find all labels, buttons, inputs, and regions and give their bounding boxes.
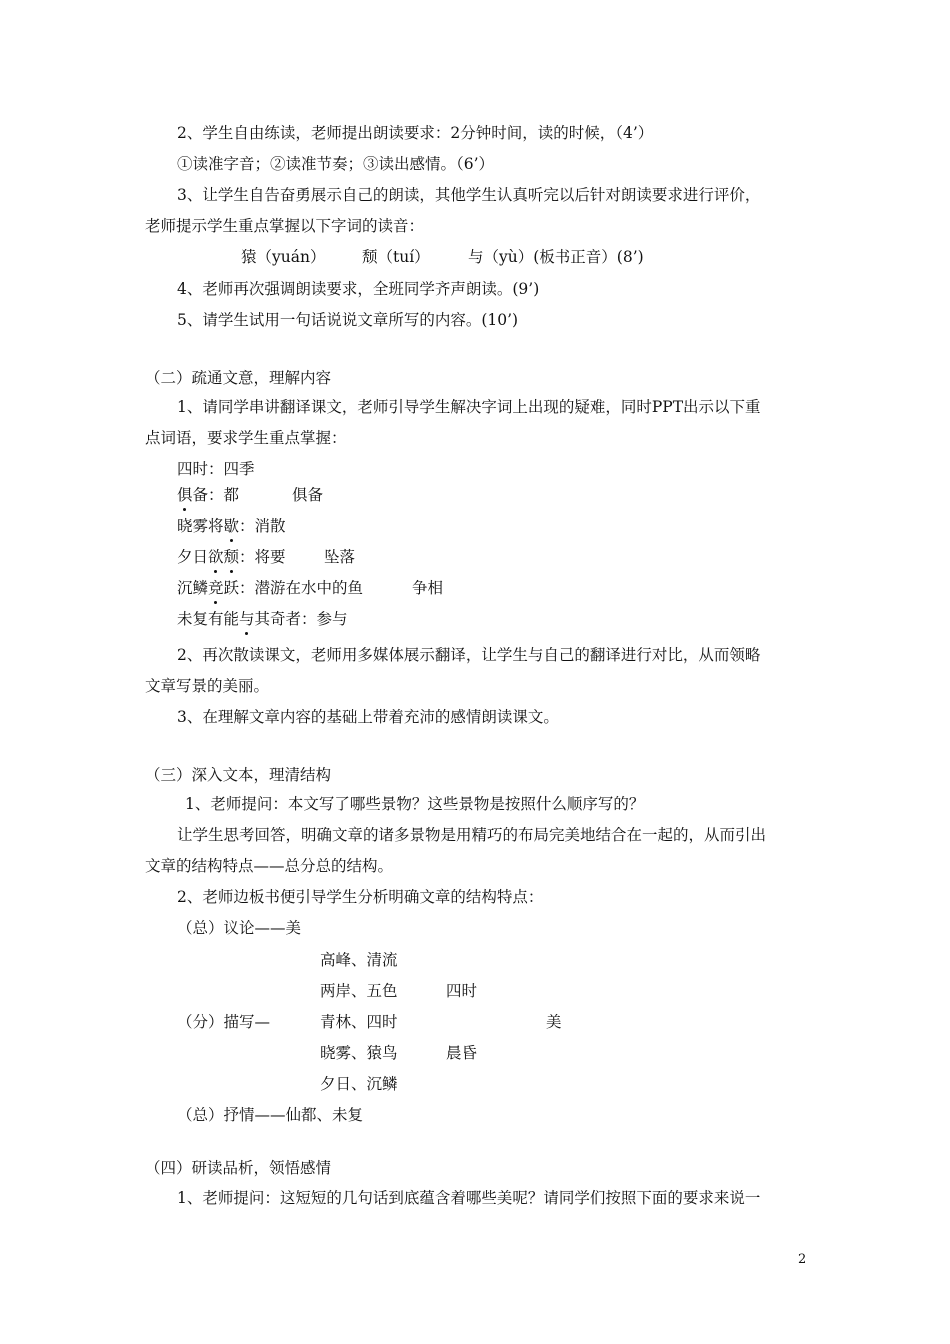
structure-line-4-label: （分）描写— <box>177 1013 271 1031</box>
paragraph-2a: 2、学生自由练读，老师提出朗读要求：2分钟时间，读的时候，（4’） <box>177 124 654 142</box>
structure-line-5: 晓雾、猿鸟 <box>320 1044 398 1062</box>
vocab-item-2: 俱备：都 <box>177 486 240 504</box>
paragraph-5: 5、请学生试用一句话说说文章所写的内容。(10’) <box>177 311 519 329</box>
page-number: 2 <box>798 1252 807 1267</box>
question-s3-1: 1、老师提问：本文写了哪些景物？这些景物是按照什么顺序写的？ <box>185 795 645 813</box>
structure-line-3-label: 四时 <box>446 982 478 1000</box>
section-4-heading: （四）研读品析，领悟感情 <box>145 1159 332 1177</box>
paragraph-s2-3: 3、在理解文章内容的基础上带着充沛的感情朗读课文。 <box>177 708 559 726</box>
answer-s3-1a: 让学生思考回答，明确文章的诸多景物是用精巧的布局完美地结合在一起的，从而引出 <box>177 826 767 844</box>
structure-line-3: 两岸、五色 <box>320 982 398 1000</box>
vocab-item-5-alt: 争相 <box>412 579 444 597</box>
paragraph-s2-1b: 点词语，要求学生重点掌握： <box>145 429 347 447</box>
pronunciation-3: 与（yù）(板书正音）(8’) <box>468 248 644 266</box>
emphasized-char: 歇 <box>223 517 240 535</box>
paragraph-s2-1a: 1、请同学串讲翻译课文，老师引导学生解决字词上出现的疑难，同时PPT出示以下重 <box>177 398 761 416</box>
question-s4-1: 1、老师提问：这短短的几句话到底蕴含着哪些美呢？请同学们按照下面的要求来说一 <box>177 1189 761 1207</box>
emphasized-char: 欲 <box>208 548 224 566</box>
emphasized-char: 竞 <box>208 579 224 597</box>
vocab-item-1: 四时：四季 <box>177 460 255 478</box>
paragraph-2b: ①读准字音；②读准节奏；③读出感情。（6’） <box>177 155 495 173</box>
emphasized-char: 与 <box>239 610 255 628</box>
vocab-item-4: 夕日欲颓：将要 <box>177 548 286 566</box>
vocab-item-2-alt: 俱备 <box>292 486 324 504</box>
paragraph-s3-2: 2、老师边板书便引导学生分析明确文章的结构特点： <box>177 888 544 906</box>
pronunciation-2: 颓（tuí） <box>362 248 430 266</box>
section-2-heading: （二）疏通文意，理解内容 <box>145 369 332 387</box>
emphasized-char: 颓 <box>223 548 240 566</box>
pronunciation-1: 猿（yuán） <box>241 248 326 266</box>
vocab-item-4-alt: 坠落 <box>324 548 356 566</box>
structure-line-7: （总）抒情——仙都、未复 <box>177 1106 364 1124</box>
emphasized-char: 俱 <box>177 486 193 504</box>
paragraph-3b: 老师提示学生重点掌握以下字词的读音： <box>145 217 425 235</box>
structure-line-5-label: 晨昏 <box>446 1044 478 1062</box>
paragraph-4: 4、老师再次强调朗读要求，全班同学齐声朗读。(9’) <box>177 280 540 298</box>
paragraph-s2-2b: 文章写景的美丽。 <box>145 677 270 695</box>
vocab-item-5: 沉鳞竞跃：潜游在水中的鱼 <box>177 579 364 597</box>
paragraph-s2-2a: 2、再次散读课文，老师用多媒体展示翻译，让学生与自己的翻译进行对比，从而领略 <box>177 646 761 664</box>
structure-line-1: （总）议论——美 <box>177 919 302 937</box>
vocab-item-3: 晓雾将歇：消散 <box>177 517 286 535</box>
answer-s3-1b: 文章的结构特点——总分总的结构。 <box>145 857 394 875</box>
structure-line-6: 夕日、沉鳞 <box>320 1075 398 1093</box>
structure-line-4-summary: 美 <box>546 1013 562 1031</box>
section-3-heading: （三）深入文本，理清结构 <box>145 766 332 784</box>
structure-line-4: 青林、四时 <box>320 1013 398 1031</box>
paragraph-3a: 3、让学生自告奋勇展示自己的朗读，其他学生认真听完以后针对朗读要求进行评价， <box>177 186 761 204</box>
structure-line-2: 高峰、清流 <box>320 951 398 969</box>
vocab-item-6: 未复有能与其奇者：参与 <box>177 610 348 628</box>
